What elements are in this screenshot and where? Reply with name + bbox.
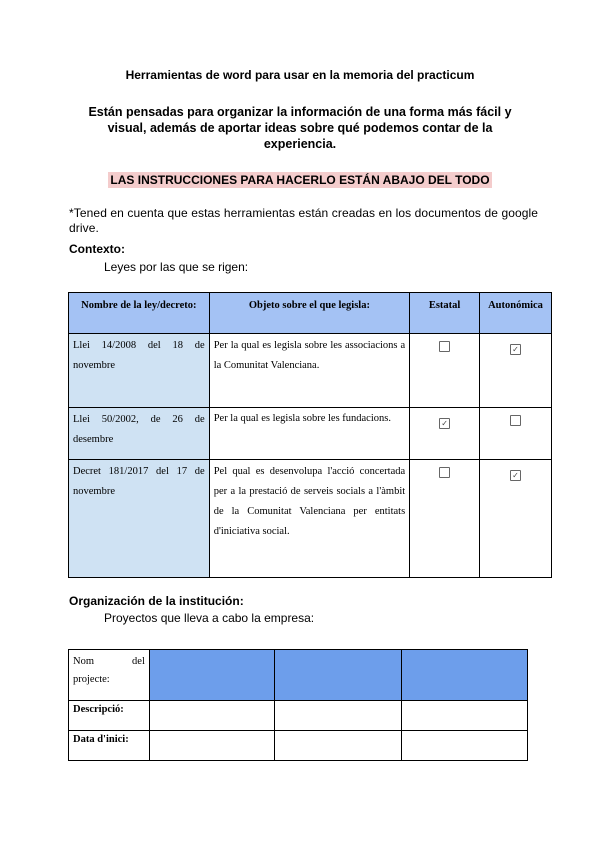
project-description-cell[interactable] xyxy=(401,701,527,731)
laws-table-header xyxy=(69,293,552,334)
organization-heading: Organización de la institución: xyxy=(69,594,244,608)
document-subtitle: Están pensadas para organizar la información de una forma más fácil y visual, además de aportar ideas sobre qué podemos contar de la experiencia. xyxy=(88,105,512,151)
project-name-row xyxy=(69,650,528,701)
laws-subheading: Leyes por las que se rigen: xyxy=(104,260,249,274)
autonomica-checkbox[interactable] xyxy=(510,415,521,426)
laws-table xyxy=(68,292,552,578)
header-object: Objeto sobre el que legisla: xyxy=(209,293,409,334)
table-row xyxy=(69,334,552,408)
estatal-cell xyxy=(410,334,480,408)
project-name-cell[interactable] xyxy=(275,650,401,701)
project-name-label-part: projecte: xyxy=(73,674,110,685)
project-start-date-label: Data d'inici: xyxy=(69,731,150,761)
context-heading: Contexto: xyxy=(69,242,125,256)
estatal-checkbox[interactable] xyxy=(439,341,450,352)
project-name-cell[interactable] xyxy=(401,650,527,701)
autonomica-cell xyxy=(480,408,552,460)
autonomica-cell xyxy=(480,334,552,408)
project-description-cell[interactable] xyxy=(149,701,274,731)
estatal-checkbox[interactable]: ✓ xyxy=(439,418,450,429)
table-row xyxy=(69,408,552,460)
project-description-label: Descripció: xyxy=(69,701,150,731)
projects-table xyxy=(68,649,528,761)
project-name-cell[interactable] xyxy=(149,650,274,701)
header-autonomica: Autonómica xyxy=(480,293,552,334)
autonomica-cell xyxy=(480,460,552,578)
table-row xyxy=(69,460,552,578)
project-description-cell[interactable] xyxy=(275,701,401,731)
law-object-cell: Per la qual es legisla sobre les fundacions. xyxy=(209,408,409,460)
project-start-date-row xyxy=(69,731,528,761)
estatal-cell xyxy=(410,460,480,578)
estatal-cell xyxy=(410,408,480,460)
project-description-row xyxy=(69,701,528,731)
drive-note: *Tened en cuenta que estas herramientas están creadas en los documentos de google drive. xyxy=(69,206,539,235)
autonomica-checkbox[interactable]: ✓ xyxy=(510,470,521,481)
autonomica-checkbox[interactable]: ✓ xyxy=(510,344,521,355)
document-title: Herramientas de word para usar en la memoria del practicum xyxy=(125,68,475,82)
project-start-date-cell[interactable] xyxy=(275,731,401,761)
project-name-label xyxy=(69,650,150,701)
project-start-date-cell[interactable] xyxy=(401,731,527,761)
law-name-cell: Llei 14/2008 del 18 de novembre xyxy=(69,334,210,408)
law-name-cell: Decret 181/2017 del 17 de novembre xyxy=(69,460,210,578)
law-name-cell: Llei 50/2002, de 26 de desembre xyxy=(69,408,210,460)
law-object-cell: Per la qual es legisla sobre les associacions a la Comunitat Valenciana. xyxy=(209,334,409,408)
project-name-label-part: del xyxy=(132,656,145,667)
projects-subheading: Proyectos que lleva a cabo la empresa: xyxy=(104,611,315,625)
law-object-cell: Pel qual es desenvolupa l'acció concertada per a la prestació de serveis socials a l'àmbit de la Comunitat Valenciana per entitats d'iniciativa social. xyxy=(209,460,409,578)
instructions-container xyxy=(70,171,530,189)
estatal-checkbox[interactable] xyxy=(439,467,450,478)
project-start-date-cell[interactable] xyxy=(149,731,274,761)
instructions-highlight: LAS INSTRUCCIONES PARA HACERLO ESTÁN ABAJO DEL TODO xyxy=(110,173,490,187)
header-estatal: Estatal xyxy=(410,293,480,334)
header-law-name: Nombre de la ley/decreto: xyxy=(69,293,210,334)
project-name-label-part: Nom xyxy=(73,656,94,667)
